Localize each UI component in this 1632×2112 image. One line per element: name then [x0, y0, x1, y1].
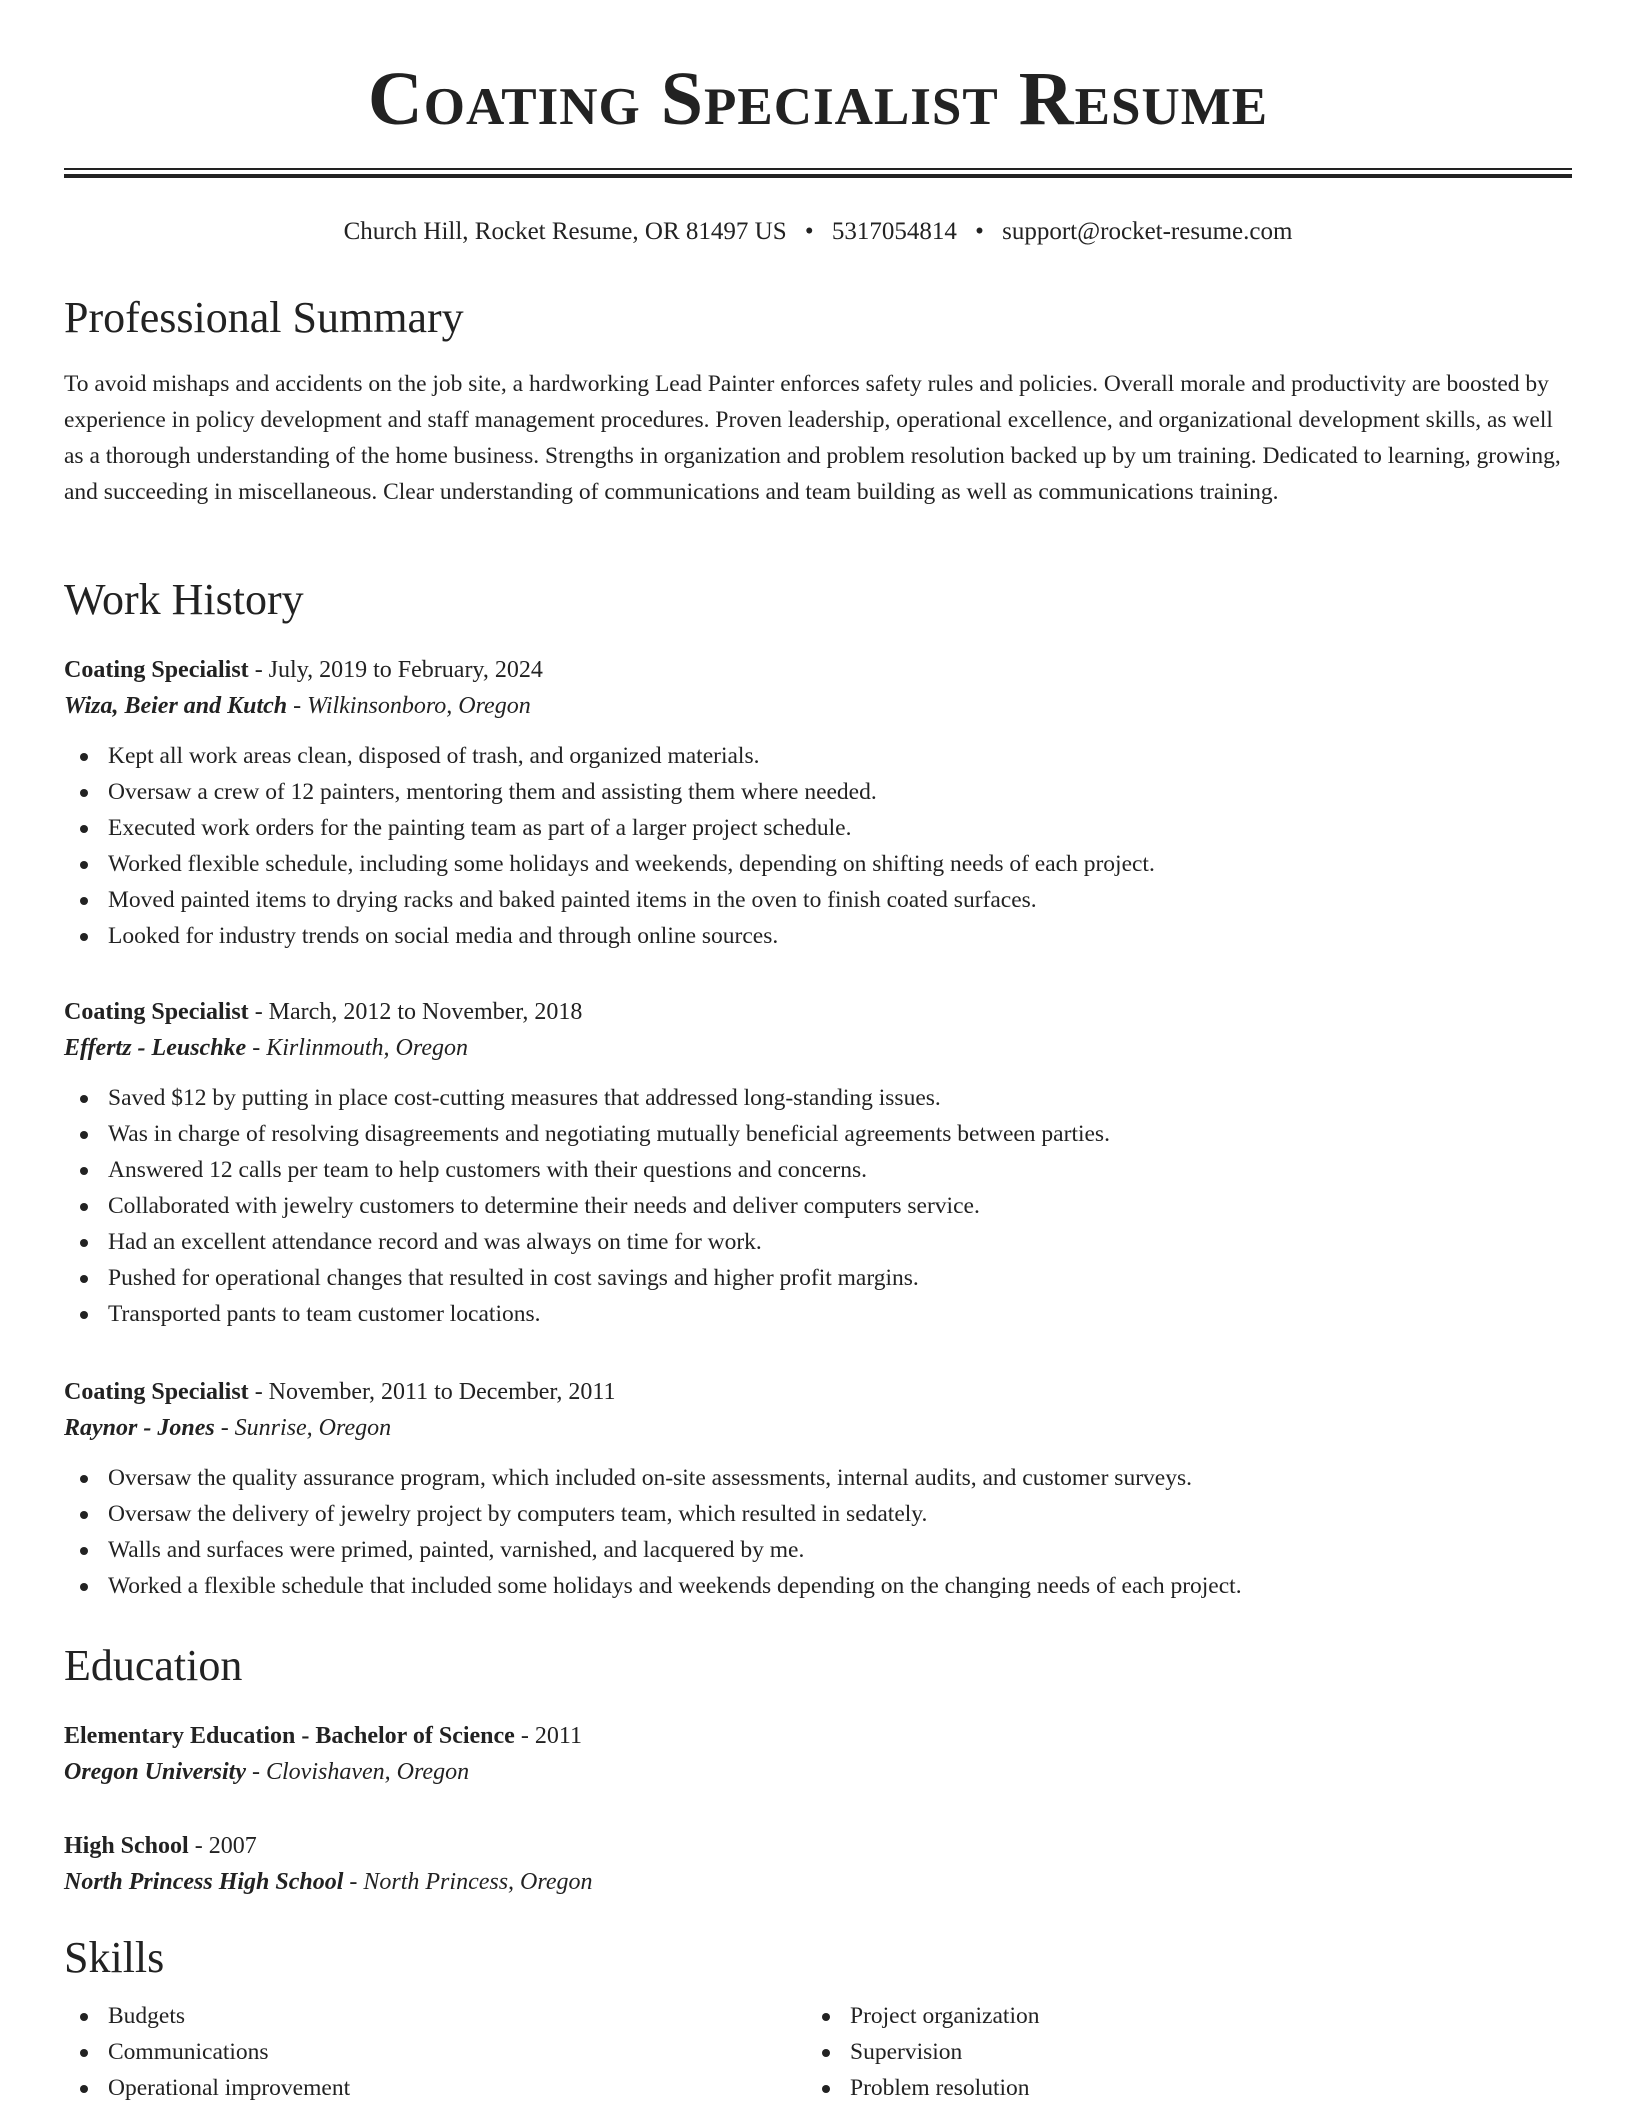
contact-separator: •	[975, 218, 984, 245]
job-bullets	[64, 1460, 1572, 1604]
job-bullet: Was in charge of resolving disagreements and negotiating mutually beneficial agreements between parties.	[64, 1116, 1572, 1152]
education-degree-line	[64, 1718, 1572, 1754]
job-bullet: Answered 12 calls per team to help customers with their questions and concerns.	[64, 1152, 1572, 1188]
job-bullets	[64, 1080, 1572, 1332]
work-history-heading: Work History	[64, 575, 304, 624]
education-entry	[64, 1828, 1572, 1900]
education-heading: Education	[64, 1641, 243, 1690]
summary-text: To avoid mishaps and accidents on the job site, a hardworking Lead Painter enforces safety rules and policies. Overall morale and productivity are boosted by experience in policy development and staff management procedures. Proven leadership, operational excellence, and organizational development skills, as well as a thorough understanding of the home business. Strengths in organization and problem resolution backed up by um training. Dedicated to learning, growing, and succeeding in miscellaneous. Clear understanding of communications and team building as well as communications training.	[64, 371, 1561, 505]
skills-column-left	[64, 1998, 350, 2106]
job-dates: - July, 2019 to February, 2024	[248, 657, 543, 683]
education-degree: High School	[64, 1833, 189, 1859]
contact-email: support@rocket-resume.com	[1002, 218, 1293, 245]
summary-heading: Professional Summary	[64, 293, 464, 342]
title-rule-thin	[64, 168, 1572, 170]
job-location: - Wilkinsonboro, Oregon	[287, 693, 531, 719]
education-degree: Elementary Education - Bachelor of Science	[64, 1723, 515, 1749]
job-location: - Kirlinmouth, Oregon	[246, 1035, 468, 1061]
job-bullet: Transported pants to team customer locations.	[64, 1296, 1572, 1332]
job-bullet: Pushed for operational changes that resulted in cost savings and higher profit margins.	[64, 1260, 1572, 1296]
job-bullet: Saved $12 by putting in place cost-cutting measures that addressed long-standing issues.	[64, 1080, 1572, 1116]
job-title-line	[64, 652, 1572, 688]
job-bullet: Worked a flexible schedule that included some holidays and weekends depending on the changing needs of each project.	[64, 1568, 1572, 1604]
skills-column-right	[806, 1998, 1039, 2106]
resume-title: Coating Specialist Resume	[367, 57, 1269, 141]
job-bullet: Oversaw a crew of 12 painters, mentoring them and assisting them where needed.	[64, 774, 1572, 810]
job-bullet: Looked for industry trends on social media and through online sources.	[64, 918, 1572, 954]
skill-item: Supervision	[806, 2034, 1039, 2070]
education-location: - Clovishaven, Oregon	[246, 1759, 470, 1785]
job-bullet: Oversaw the delivery of jewelry project by computers team, which resulted in sedately.	[64, 1496, 1572, 1532]
education-school-line	[64, 1754, 1572, 1790]
job-title: Coating Specialist	[64, 657, 249, 683]
job-title-line	[64, 1374, 1572, 1410]
job-bullet: Moved painted items to drying racks and baked painted items in the oven to finish coated surfaces.	[64, 882, 1572, 918]
job-title: Coating Specialist	[64, 1379, 249, 1405]
job-bullet: Executed work orders for the painting team as part of a larger project schedule.	[64, 810, 1572, 846]
education-school: Oregon University	[64, 1759, 246, 1785]
job-title: Coating Specialist	[64, 999, 249, 1025]
job-bullet: Walls and surfaces were primed, painted, varnished, and lacquered by me.	[64, 1532, 1572, 1568]
education-entry	[64, 1718, 1572, 1790]
job-company: Wiza, Beier and Kutch	[64, 693, 288, 719]
contact-separator: •	[804, 218, 814, 245]
skill-item: Problem resolution	[806, 2070, 1039, 2106]
job-bullet: Collaborated with jewelry customers to determine their needs and deliver computers service.	[64, 1188, 1572, 1224]
job-dates: - November, 2011 to December, 2011	[248, 1379, 616, 1405]
contact-line	[64, 216, 1572, 248]
job-bullet: Kept all work areas clean, disposed of trash, and organized materials.	[64, 738, 1572, 774]
job-entry	[64, 994, 1572, 1332]
job-entry	[64, 1374, 1572, 1604]
job-entry	[64, 652, 1572, 954]
job-dates: - March, 2012 to November, 2018	[248, 999, 583, 1025]
contact-phone: 5317054814	[831, 218, 957, 245]
education-school-line	[64, 1864, 1572, 1900]
skill-item: Project organization	[806, 1998, 1039, 2034]
job-bullet: Worked flexible schedule, including some holidays and weekends, depending on shifting needs of each project.	[64, 846, 1572, 882]
skill-item: Budgets	[64, 1998, 350, 2034]
skill-item: Communications	[64, 2034, 350, 2070]
education-location: - North Princess, Oregon	[343, 1869, 593, 1895]
job-location: - Sunrise, Oregon	[214, 1415, 392, 1441]
education-year: - 2007	[188, 1833, 257, 1859]
job-bullets	[64, 738, 1572, 954]
skill-item: Operational improvement	[64, 2070, 350, 2106]
job-bullet: Had an excellent attendance record and was always on time for work.	[64, 1224, 1572, 1260]
skills-heading: Skills	[64, 1933, 165, 1982]
education-degree-line	[64, 1828, 1572, 1864]
education-year: - 2011	[514, 1723, 582, 1749]
job-company-line	[64, 1410, 1572, 1446]
contact-address: Church Hill, Rocket Resume, OR 81497 US	[343, 218, 787, 245]
job-company-line	[64, 688, 1572, 724]
resume-page	[64, 0, 1572, 2101]
education-school: North Princess High School	[64, 1869, 344, 1895]
job-bullet: Oversaw the quality assurance program, which included on-site assessments, internal audits, and customer surveys.	[64, 1460, 1572, 1496]
job-company: Raynor - Jones	[64, 1415, 215, 1441]
job-company-line	[64, 1030, 1572, 1066]
title-rule-thick	[64, 174, 1572, 178]
job-title-line	[64, 994, 1572, 1030]
job-company: Effertz - Leuschke	[64, 1035, 247, 1061]
